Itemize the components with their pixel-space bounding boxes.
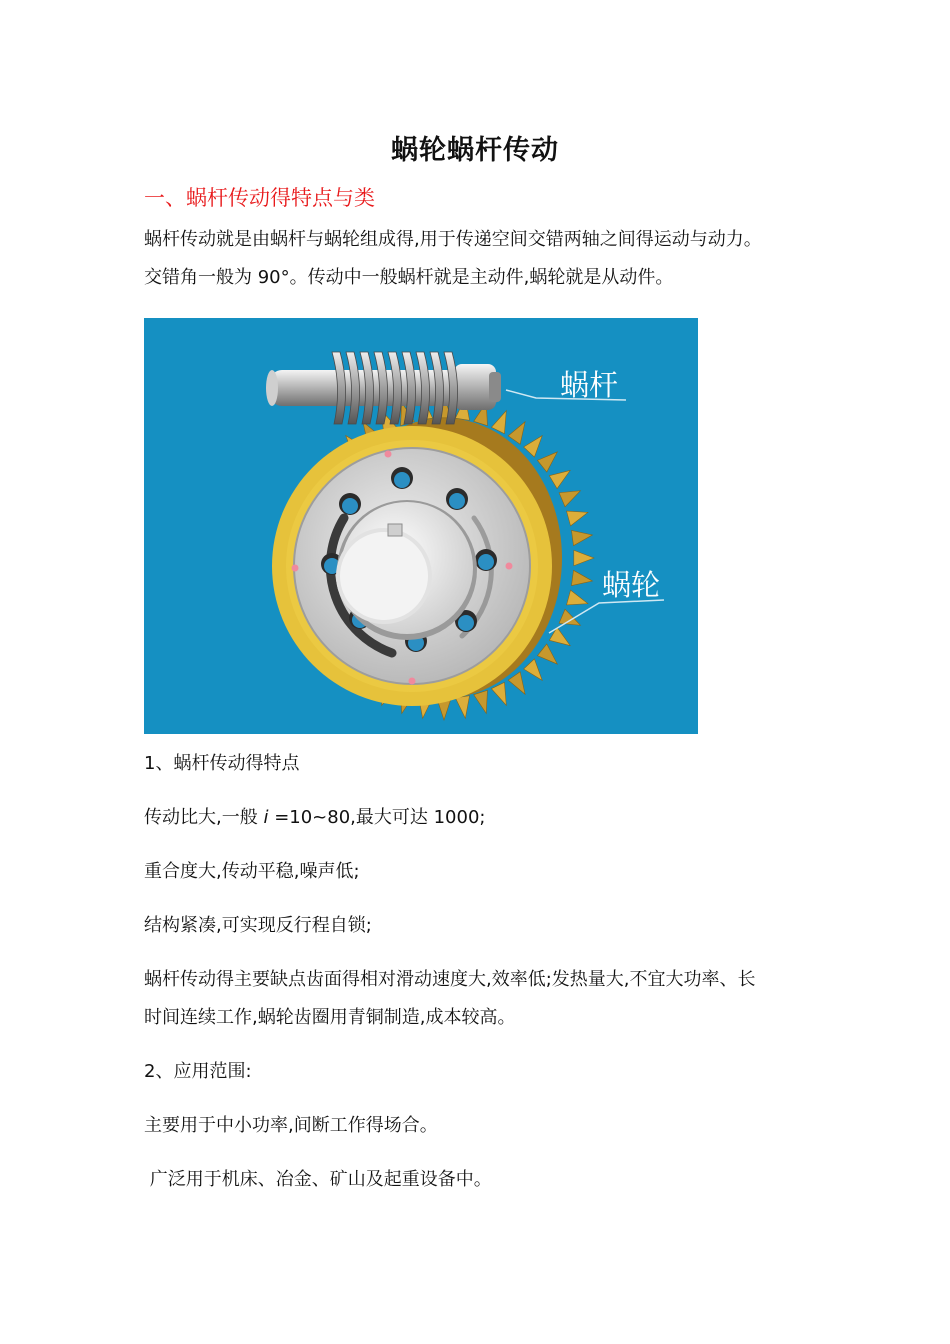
section-heading: 一、蜗杆传动得特点与类 [144,186,375,210]
feature-smooth: 重合度大,传动平稳,噪声低; [144,861,360,882]
intro-line-1: 蜗杆传动就是由蜗杆与蜗轮组成得,用于传递空间交错两轴之间得运动与动力。 [144,229,762,250]
feature-drawbacks-1: 蜗杆传动得主要缺点齿面得相对滑动速度大,效率低;发热量大,不宜大功率、长 [144,969,756,990]
page-title: 蜗轮蜗杆传动 [391,135,559,166]
feature-compact: 结构紧凑,可实现反行程自锁; [144,915,372,936]
feature-ratio-pre: 传动比大,一般 [144,807,264,828]
subheading-features: 1、蜗杆传动得特点 [144,753,300,774]
intro-line-2: 交错角一般为 90°。传动中一般蜗杆就是主动件,蜗轮就是从动件。 [144,267,674,288]
label-worm: 蜗杆 [560,368,619,402]
shaft-end [340,532,428,620]
application-1: 主要用于中小功率,间断工作得场合。 [144,1115,438,1136]
worm-gear-illustration [144,318,698,734]
label-wheel: 蜗轮 [602,568,661,602]
feature-drawbacks-2: 时间连续工作,蜗轮齿圈用青铜制造,成本较高。 [144,1007,516,1028]
feature-ratio [144,799,485,837]
subheading-applications: 2、应用范围: [144,1061,252,1082]
application-2: 广泛用于机床、冶金、矿山及起重设备中。 [144,1169,492,1190]
worm-gear-figure [144,318,698,734]
ratio-symbol: i [263,807,269,828]
feature-ratio-post: =10~80,最大可达 1000; [268,807,486,828]
